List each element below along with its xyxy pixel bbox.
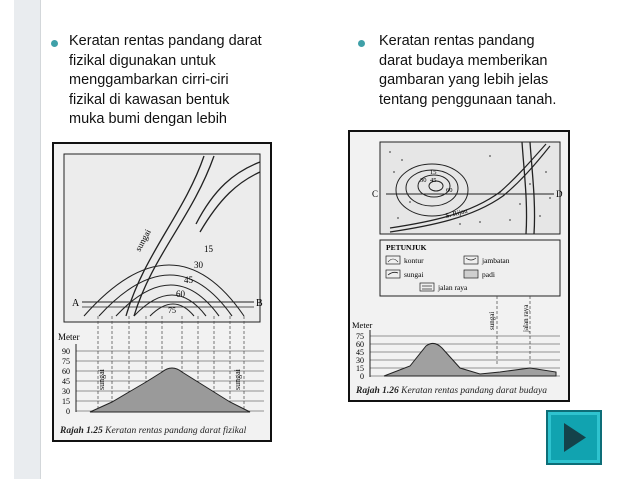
vertical-label-jalan-raya: jalan raya: [522, 304, 530, 332]
contour-label-60: 60: [176, 289, 185, 299]
contour-label-30: 30: [194, 260, 203, 270]
bullet-text-left: Keratan rentas pandang darat fizikal digunakan untuk menggambarkan cirri-ciri fizikal di kawasan bentuk muka bumi dengan lebih: [69, 33, 262, 127]
y-tick-60: 60: [62, 367, 70, 376]
axis-title-meter-right: Meter: [352, 320, 373, 330]
y-tick-75: 75: [62, 357, 70, 366]
y-tick-0: 0: [66, 407, 70, 416]
y-tick-15-right: 15: [356, 364, 364, 373]
legend-jalan-raya: jalan raya: [438, 283, 468, 292]
figure-physical-cross-section: [52, 142, 272, 442]
profile-label-left: sungai: [97, 369, 106, 390]
cultural-cross-section-drawing: [350, 132, 568, 400]
caption-left: [60, 426, 246, 436]
caption-right-text: Keratan rentas pandang darat budaya: [401, 386, 547, 396]
legend-jambatan: jambatan: [482, 256, 510, 265]
river-label: sungai: [132, 227, 153, 253]
contour-label-45-right: 45: [430, 177, 437, 184]
profile-label-right: sungai: [233, 369, 242, 390]
caption-left-text: Keratan rentas pandang darat fizikal: [105, 426, 247, 436]
caption-right-number: Rajah 1.26: [356, 386, 399, 396]
contour-label-45: 45: [184, 275, 193, 285]
legend-sungai: sungai: [404, 270, 424, 279]
axis-title-meter: Meter: [58, 332, 80, 342]
bullet-dot-left: [51, 40, 58, 47]
legend-padi-icon: [464, 270, 478, 278]
point-a-label: A: [72, 298, 80, 309]
legend-padi: padi: [482, 270, 495, 279]
y-tick-45: 45: [62, 377, 70, 386]
bullet-dot-right: [358, 40, 365, 47]
y-tick-0-right: 0: [360, 372, 364, 381]
y-tick-90: 90: [62, 347, 70, 356]
y-tick-30: 30: [62, 387, 70, 396]
physical-cross-section-drawing: [54, 144, 270, 440]
contour-label-30-right: 30: [420, 177, 427, 184]
contour-label-15: 15: [204, 244, 213, 254]
play-triangle-icon: [548, 412, 600, 463]
legend-kontur: kontur: [404, 256, 424, 265]
contour-label-15-right: 15: [430, 169, 437, 176]
y-tick-60-right: 60: [356, 340, 364, 349]
bullet-text-right: Keratan rentas pandang darat budaya memberikan gambaran yang lebih jelas tentang penggunaan tanah.: [379, 33, 557, 108]
decorative-left-bar-line: [40, 0, 41, 479]
legend-title: PETUNJUK: [386, 243, 427, 252]
point-b-label: B: [256, 298, 263, 309]
decorative-left-bar: [14, 0, 40, 479]
y-tick-75-right: 75: [356, 332, 364, 341]
contour-label-75: 75: [168, 306, 176, 315]
caption-left-number: Rajah 1.25: [60, 426, 103, 436]
point-d-label: D: [556, 189, 563, 199]
next-slide-button[interactable]: [546, 410, 602, 465]
y-tick-30-right: 30: [356, 356, 364, 365]
point-c-label: C: [372, 189, 379, 199]
river-map-label: S. Rijau: [444, 206, 469, 220]
y-tick-15: 15: [62, 397, 70, 406]
y-tick-45-right: 45: [356, 348, 364, 357]
contour-label-60-right: 60: [446, 187, 453, 194]
caption-right: [356, 386, 547, 396]
figure-cultural-cross-section: [348, 130, 570, 402]
vertical-label-sungai: sungai: [488, 311, 496, 330]
